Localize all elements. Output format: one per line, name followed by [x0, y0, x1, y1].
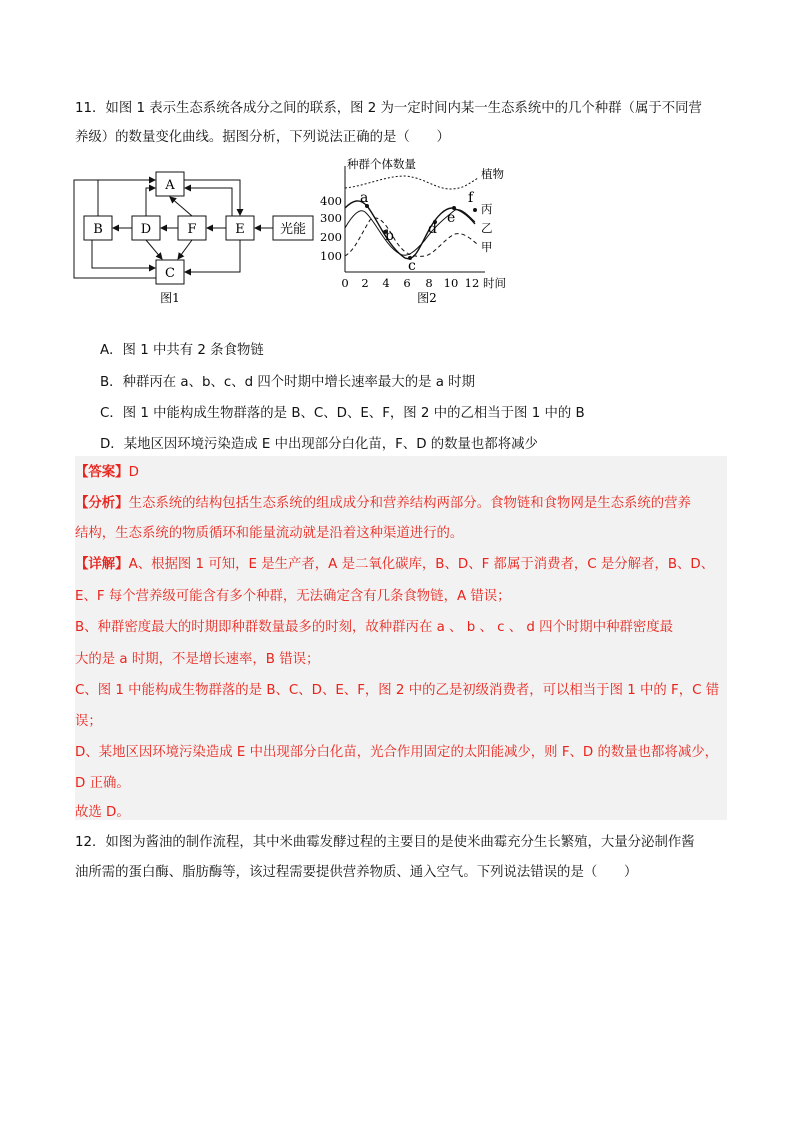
q11-stem-line1: 11．如图 1 表示生态系统各成分之间的联系，图 2 为一定时间内某一生态系统中的几个种群（属于不同营 [75, 101, 702, 116]
detail-line2: E、F 每个营养级可能含有多个种群，无法确定含有几条食物链，A 错误； [75, 589, 511, 604]
x-axis-label: 时间 [483, 276, 506, 290]
label-jia: 甲 [481, 240, 493, 254]
point-a: a [360, 190, 369, 206]
y-axis-label: 种群个体数量 [347, 157, 416, 171]
answer-line [75, 461, 139, 480]
plant-curve [345, 176, 478, 189]
x-tick-2: 2 [361, 276, 369, 290]
x-tick-12: 12 [464, 276, 480, 290]
q12-stem-line1: 12．如图为酱油的制作流程，其中米曲霉发酵过程的主要目的是使米曲霉充分生长繁殖，大量分泌制作酱 [75, 835, 695, 850]
analysis-tag: 【分析】 [75, 496, 129, 511]
point-d: d [428, 221, 437, 237]
x-tick-0: 0 [341, 276, 349, 290]
yi-curve [345, 210, 475, 256]
option-a: A．图 1 中共有 2 条食物链 [100, 343, 264, 358]
y-tick-400: 400 [320, 194, 342, 208]
detail-line7: D、某地区因环境污染造成 E 中出现部分白化苗，光合作用固定的太阳能减少，则 F、D 的数量也都将减少， [75, 745, 718, 760]
box-f-label: F [187, 222, 197, 237]
answer-tag: 【答案】 [75, 465, 129, 480]
analysis-line2: 结构，生态系统的物质循环和能量流动就是沿着这种渠道进行的。 [75, 526, 464, 541]
x-tick-4: 4 [382, 276, 390, 290]
figure-1-caption: 图1 [160, 291, 180, 305]
figure-2-chart [315, 156, 515, 308]
detail-text-1: A、根据图 1 可知，E 是生产者，A 是二氧化碳库，B、D、F 都属于消费者，C 是分解者，B、D、 [128, 557, 715, 572]
y-tick-300: 300 [320, 211, 342, 225]
box-a-label: A [165, 178, 175, 193]
detail-tag: 【详解】 [75, 557, 129, 572]
option-c: C．图 1 中能构成生物群落的是 B、C、D、E、F，图 2 中的乙相当于图 1 中的 B [100, 406, 585, 421]
box-c-label: C [165, 266, 175, 281]
detail-line4: 大的是 a 时期，不是增长速率，B 错误； [75, 652, 320, 667]
point-c: c [408, 258, 416, 274]
x-tick-6: 6 [403, 276, 411, 290]
figure-2-caption: 图2 [417, 291, 437, 305]
answer-value: D [128, 465, 139, 480]
box-d-label: D [140, 222, 152, 237]
y-tick-100: 100 [320, 249, 342, 263]
analysis-text-1: 生态系统的结构包括生态系统的组成成分和营养结构两部分。食物链和食物网是生态系统的营养 [128, 496, 691, 511]
box-b-label: B [93, 222, 103, 237]
box-light-label: 光能 [279, 222, 307, 237]
detail-line6: 误； [75, 714, 102, 729]
analysis-line1 [75, 492, 691, 511]
q11-stem-line2: 养级）的数量变化曲线。据图分析，下列说法正确的是（ ） [75, 130, 450, 145]
option-b: B．种群丙在 a、b、c、d 四个时期中增长速率最大的是 a 时期 [100, 375, 475, 390]
box-e-label: E [235, 222, 245, 237]
q12-stem-line2: 油所需的蛋白酶、脂肪酶等，该过程需要提供营养物质、通入空气。下列说法错误的是（ ） [75, 865, 638, 880]
detail-line1 [75, 553, 714, 572]
x-tick-10: 10 [443, 276, 459, 290]
x-tick-8: 8 [425, 276, 433, 290]
detail-line9: 故选 D。 [75, 805, 130, 820]
y-tick-200: 200 [320, 230, 342, 244]
label-bing: 丙 [481, 202, 493, 216]
jia-curve [345, 218, 477, 256]
option-d: D．某地区因环境污染造成 E 中出现部分白化苗，F、D 的数量也都将减少 [100, 437, 538, 452]
label-plant: 植物 [481, 167, 504, 181]
label-yi: 乙 [481, 221, 493, 235]
point-f: f [468, 190, 474, 206]
figure-1-diagram [70, 168, 320, 308]
detail-line8: D 正确。 [75, 776, 130, 791]
detail-line3: B、种群密度最大的时期即种群数量最多的时刻，故种群丙在 a 、 b 、 c 、 d 四个时期中种群密度最 [75, 620, 674, 635]
point-b: b [385, 228, 394, 244]
point-e: e [447, 210, 456, 226]
detail-line5: C、图 1 中能构成生物群落的是 B、C、D、E、F，图 2 中的乙是初级消费者，可以相当于图 1 中的 F，C 错 [75, 683, 720, 698]
